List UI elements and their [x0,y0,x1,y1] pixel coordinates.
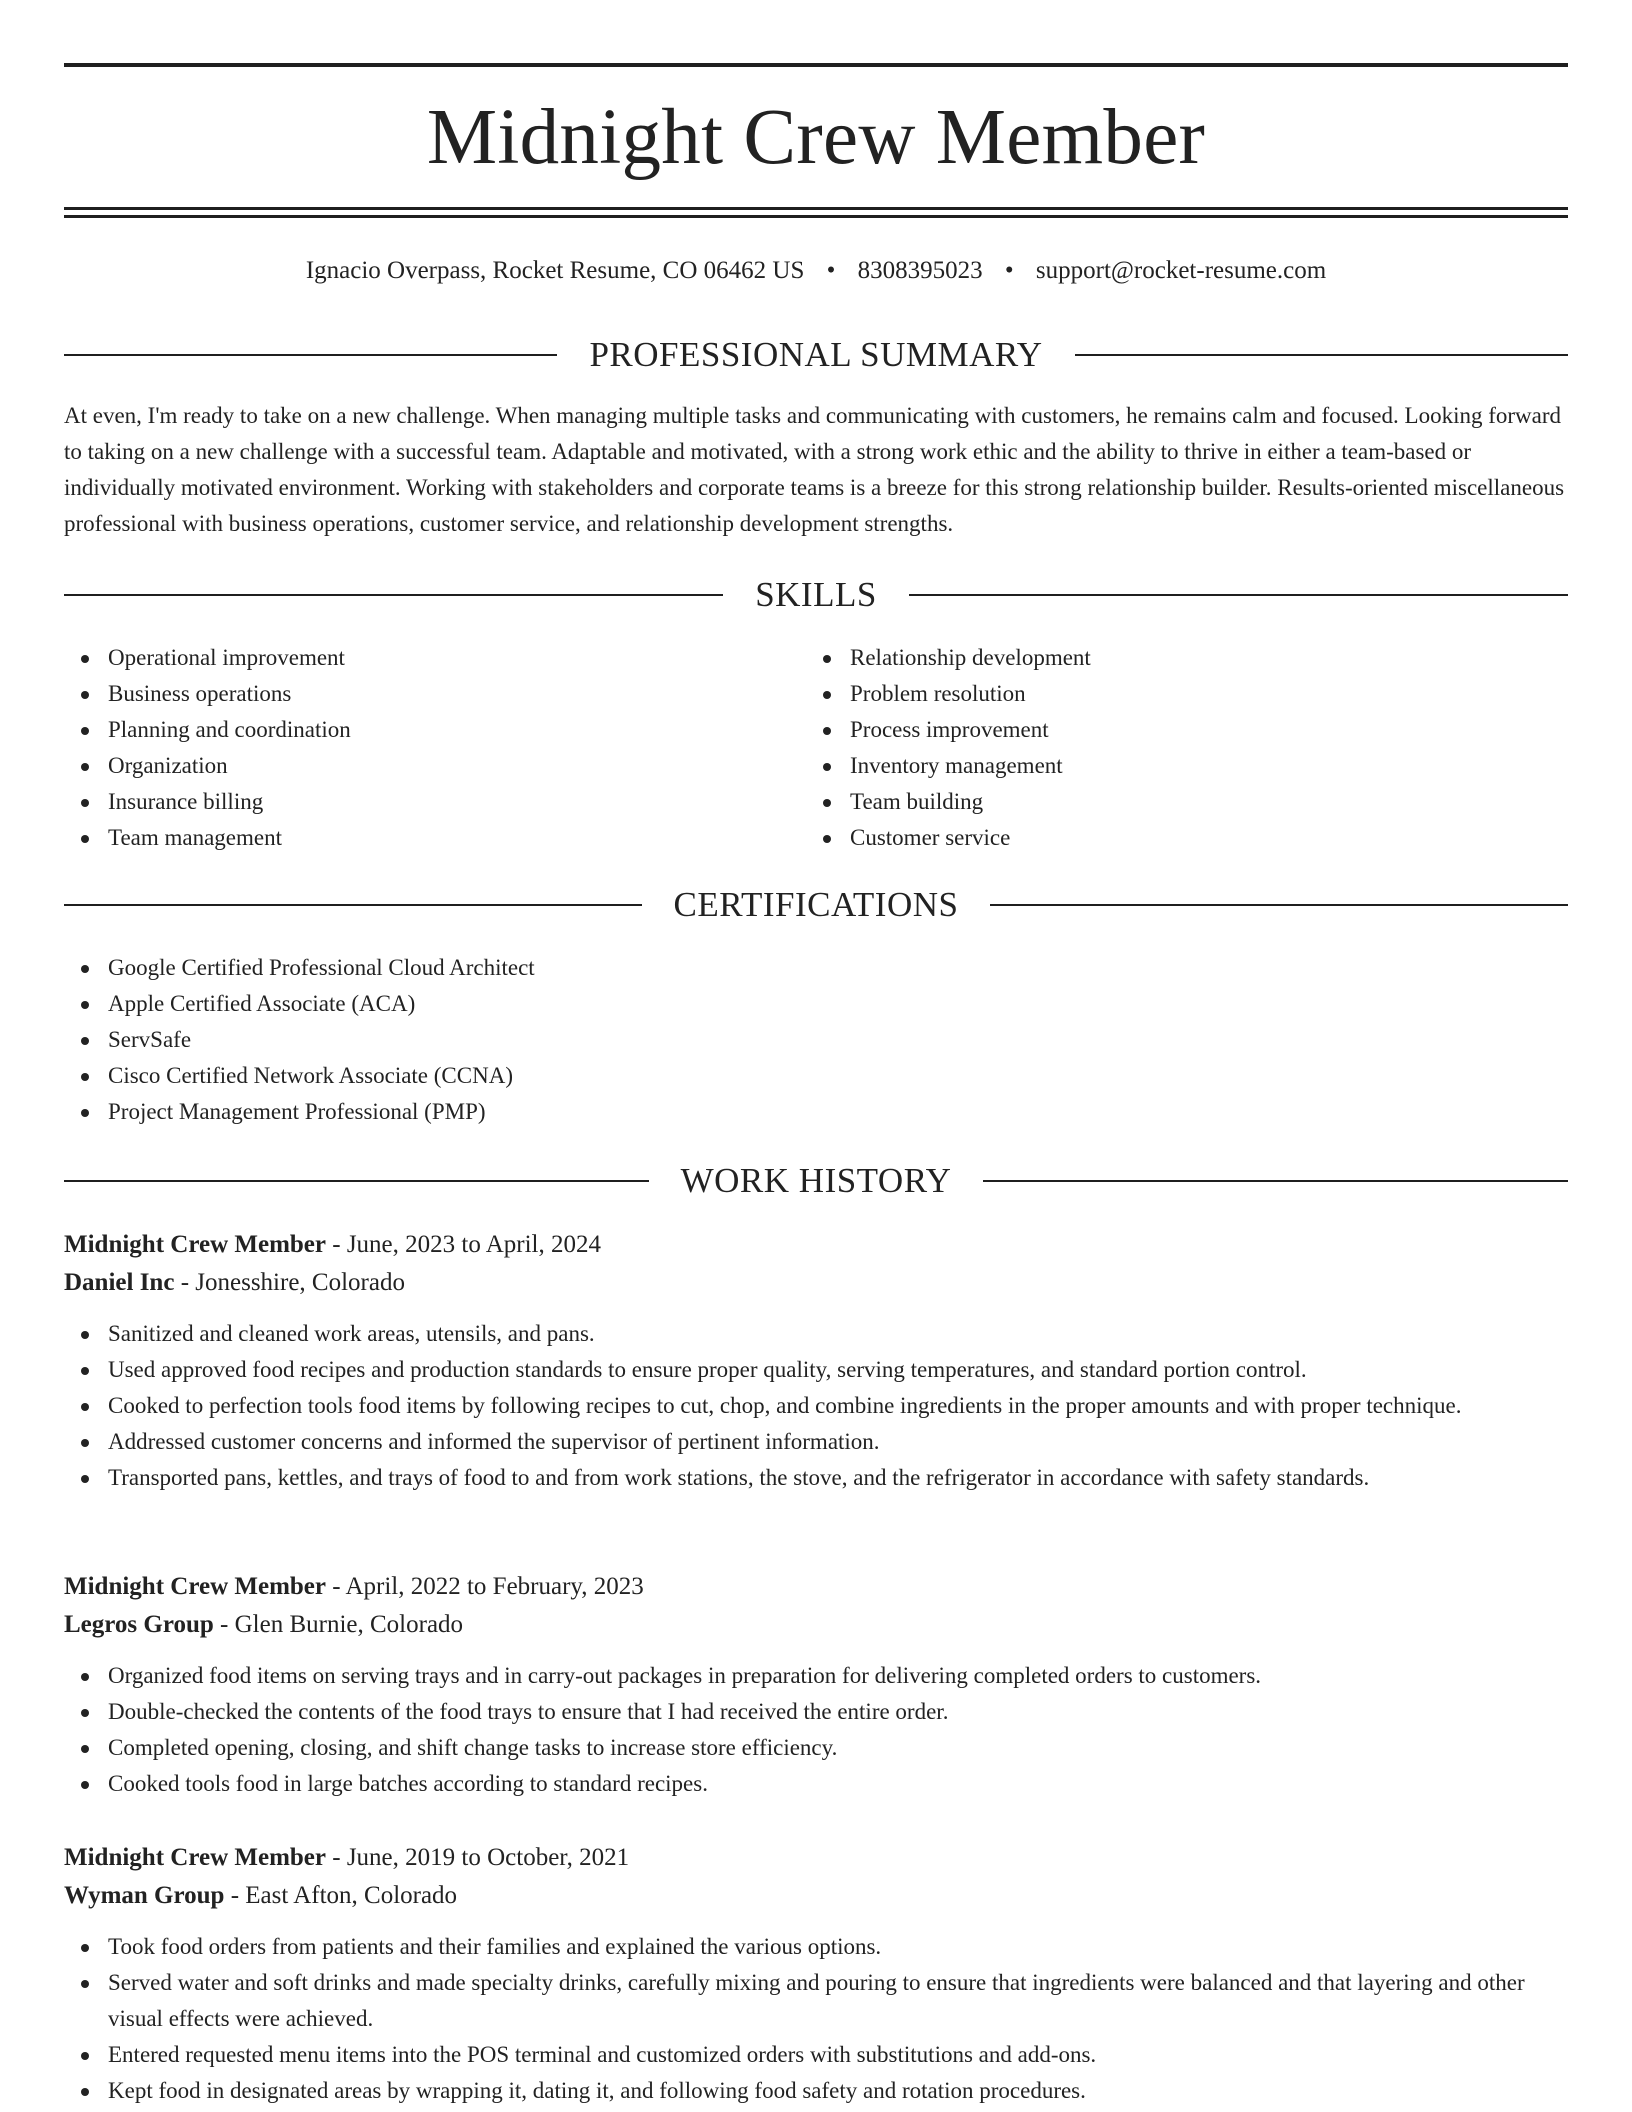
duty-item: Took food orders from patients and their families and explained the various options. [64,1929,1568,1965]
job-company: Daniel Inc [64,1269,175,1296]
job-dates: - June, 2019 to October, 2021 [326,1844,630,1871]
duty-item: Used approved food recipes and production standards to ensure proper quality, serving temperatures, and standard portion control. [64,1352,1568,1388]
divider [64,354,557,356]
skill-item: Operational improvement [64,640,764,676]
skill-item: Relationship development [806,640,1506,676]
divider [64,594,723,596]
section-title: PROFESSIONAL SUMMARY [589,335,1043,374]
job-location: - Glen Burnie, Colorado [213,1611,464,1638]
contact-separator: • [826,257,836,284]
job-location: - East Afton, Colorado [224,1882,458,1909]
contact-line [64,255,1568,287]
job-title: Midnight Crew Member [64,1573,326,1600]
skill-item: Inventory management [806,748,1506,784]
divider [64,1180,649,1182]
contact-separator: • [1004,257,1014,284]
duty-item: Kept food in designated areas by wrapping it, dating it, and following food safety and rotation procedures. [64,2073,1568,2109]
job-entry [64,1568,1568,1802]
duty-item: Transported pans, kettles, and trays of food to and from work stations, the stove, and the refrigerator in accordance with safety standards. [64,1460,1568,1496]
duty-item: Cooked to perfection tools food items by following recipes to cut, chop, and combine ingredients in the proper amounts and with proper technique. [64,1388,1568,1424]
skill-item: Organization [64,748,764,784]
section-title: WORK HISTORY [680,1161,952,1200]
divider [1075,354,1568,356]
section-header-summary [64,333,1568,377]
certification-item: ServSafe [64,1022,1568,1058]
contact-phone: 8308395023 [857,257,983,284]
skill-item: Business operations [64,676,764,712]
contact-address: Ignacio Overpass, Rocket Resume, CO 06462 US [305,257,805,284]
section-header-skills [64,573,1568,617]
divider [64,904,642,906]
duty-item: Sanitized and cleaned work areas, utensils, and pans. [64,1316,1568,1352]
skill-item: Problem resolution [806,676,1506,712]
skills-list-right [806,640,1506,856]
skill-item: Process improvement [806,712,1506,748]
job-company-line [64,1877,1568,1915]
certifications-list [64,950,1568,1130]
job-location: - Jonesshire, Colorado [174,1269,405,1296]
job-duties [64,1316,1568,1496]
job-duties [64,1658,1568,1802]
job-title-line [64,1839,1568,1877]
job-title-line [64,1226,1568,1264]
section-title: SKILLS [755,575,877,614]
job-entry [64,1226,1568,1496]
contact-email: support@rocket-resume.com [1035,257,1327,284]
divider [909,594,1568,596]
job-title-line [64,1568,1568,1606]
skill-item: Planning and coordination [64,712,764,748]
section-header-work-history [64,1159,1568,1203]
job-dates: - April, 2022 to February, 2023 [326,1573,644,1600]
duty-item: Entered requested menu items into the POS terminal and customized orders with substitutions and add-ons. [64,2037,1568,2073]
duty-item: Served water and soft drinks and made specialty drinks, carefully mixing and pouring to ensure that ingredients were balanced and that layering and other visual effects were achieved. [64,1965,1568,2037]
skill-item: Customer service [806,820,1506,856]
divider [990,904,1568,906]
job-entry [64,1839,1568,2109]
divider [983,1180,1568,1182]
section-title: CERTIFICATIONS [673,885,959,924]
duty-item: Organized food items on serving trays and in carry-out packages in preparation for delivering completed orders to customers. [64,1658,1568,1694]
duty-item: Double-checked the contents of the food trays to ensure that I had received the entire order. [64,1694,1568,1730]
section-header-certifications [64,883,1568,927]
title-rule-upper [64,207,1568,210]
top-rule [64,63,1568,67]
job-title: Midnight Crew Member [64,1844,326,1871]
duty-item: Completed opening, closing, and shift change tasks to increase store efficiency. [64,1730,1568,1766]
duty-item: Addressed customer concerns and informed the supervisor of pertinent information. [64,1424,1568,1460]
page-title: Midnight Crew Member [426,94,1206,181]
job-company: Legros Group [64,1611,214,1638]
skill-item: Team management [64,820,764,856]
job-company-line [64,1606,1568,1644]
job-duties [64,1929,1568,2109]
skill-item: Insurance billing [64,784,764,820]
certification-item: Google Certified Professional Cloud Architect [64,950,1568,986]
skills-list-left [64,640,764,856]
certification-item: Apple Certified Associate (ACA) [64,986,1568,1022]
job-company: Wyman Group [64,1882,225,1909]
duty-item: Cooked tools food in large batches according to standard recipes. [64,1766,1568,1802]
summary-text: At even, I'm ready to take on a new challenge. When managing multiple tasks and communicating with customers, he remains calm and focused. Looking forward to taking on a new challenge with a successful team. Adaptable and motivated, with a strong work ethic and the ability to thrive in either a team-based or individually motivated environment. Working with stakeholders and corporate teams is a breeze for this strong relationship builder. Results-oriented miscellaneous professional with business operations, customer service, and relationship development strengths. [64,403,1565,536]
skill-item: Team building [806,784,1506,820]
certification-item: Project Management Professional (PMP) [64,1094,1568,1130]
job-dates: - June, 2023 to April, 2024 [326,1231,601,1258]
certification-item: Cisco Certified Network Associate (CCNA) [64,1058,1568,1094]
job-company-line [64,1264,1568,1302]
title-rule-lower [64,215,1568,218]
job-title: Midnight Crew Member [64,1231,326,1258]
